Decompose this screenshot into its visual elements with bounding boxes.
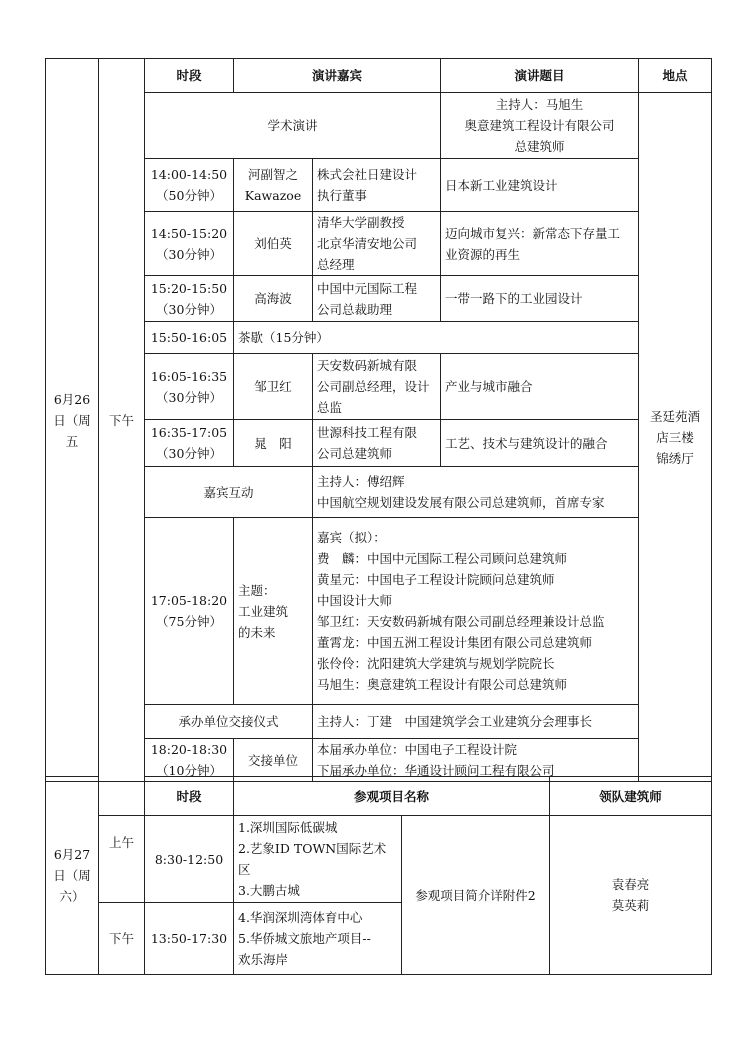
interaction-host: 主持人：傅绍辉 中国航空规划建设发展有限公司总建筑师，首席专家	[313, 467, 639, 518]
talk-speaker: 晁 阳	[234, 420, 313, 467]
talk-speaker: 刘伯英	[234, 212, 313, 276]
forum-time: 17:05-18:20 （75分钟）	[145, 518, 234, 705]
forum-guests: 嘉宾（拟）： 费 麟：中国中元国际工程公司顾问总建筑师 黄星元：中国电子工程设计院顾问总建筑师 中国设计大师 邹卫红：天安数码新城有限公司副总经理兼设计总监 董霄龙：中国五洲工程设计集团有限公司总建筑师 张伶伶：沈阳建筑大学建筑与规划学院院长 马旭生：奥意建筑工程设计有限公司总建筑师	[313, 518, 639, 705]
forum-theme: 主题： 工业建筑 的未来	[234, 518, 313, 705]
day1-date: 6月26 日（周 五	[46, 59, 99, 782]
day1-period: 下午	[99, 59, 145, 782]
day2-visit-table	[45, 776, 712, 975]
day2-am-period: 上午	[99, 816, 145, 903]
tea-break-label: 茶歇（15分钟）	[234, 322, 639, 354]
header-project: 参观项目名称	[234, 777, 550, 816]
talk-speaker: 河副智之 Kawazoe	[234, 159, 313, 212]
talk-org: 天安数码新城有限 公司副总经理，设计 总监	[313, 354, 441, 420]
talk-time: 15:20-15:50 （30分钟）	[145, 276, 234, 322]
visit-leaders: 袁春亮 莫英莉	[550, 816, 712, 975]
academic-label: 学术演讲	[145, 93, 441, 159]
handover-label: 承办单位交接仪式	[145, 705, 313, 739]
tea-break-time: 15:50-16:05	[145, 322, 234, 354]
day1-venue: 圣廷苑酒 店三楼 锦绣厅	[639, 93, 712, 782]
header-topic: 演讲题目	[441, 59, 639, 93]
day2-pm-projects: 4.华润深圳湾体育中心 5.华侨城文旅地产项目-- 欢乐海岸	[234, 903, 402, 975]
handover-time: 18:20-18:30 （10分钟）	[145, 739, 234, 782]
talk-speaker: 邹卫红	[234, 354, 313, 420]
academic-host: 主持人：马旭生 奥意建筑工程设计有限公司 总建筑师	[441, 93, 639, 159]
day2-date: 6月27 日（周 六）	[46, 777, 99, 975]
day2-am-time: 8:30-12:50	[145, 816, 234, 903]
talk-topic: 日本新工业建筑设计	[441, 159, 639, 212]
talk-org: 世源科技工程有限 公司总建筑师	[313, 420, 441, 467]
talk-topic: 产业与城市融合	[441, 354, 639, 420]
talk-topic: 一带一路下的工业园设计	[441, 276, 639, 322]
day2-am-projects: 1.深圳国际低碳城 2.艺象ID TOWN国际艺术区 3.大鹏古城	[234, 816, 402, 903]
handover-detail: 本届承办单位：中国电子工程设计院 下届承办单位：华通设计顾问工程有限公司	[313, 739, 639, 782]
day2-pm-time: 13:50-17:30	[145, 903, 234, 975]
interaction-label: 嘉宾互动	[145, 467, 313, 518]
handover-sub: 交接单位	[234, 739, 313, 782]
talk-org: 中国中元国际工程 公司总裁助理	[313, 276, 441, 322]
talk-topic: 工艺、技术与建筑设计的融合	[441, 420, 639, 467]
header-time: 时段	[145, 777, 234, 816]
talk-topic: 迈向城市复兴：新常态下存量工 业资源的再生	[441, 212, 639, 276]
talk-time: 16:35-17:05 （30分钟）	[145, 420, 234, 467]
header-venue: 地点	[639, 59, 712, 93]
talk-org: 清华大学副教授 北京华清安地公司 总经理	[313, 212, 441, 276]
talk-time: 14:50-15:20 （30分钟）	[145, 212, 234, 276]
header-leader: 领队建筑师	[550, 777, 712, 816]
visit-intro: 参观项目简介详附件2	[402, 816, 550, 975]
talk-time: 14:00-14:50 （50分钟）	[145, 159, 234, 212]
talk-speaker: 高海波	[234, 276, 313, 322]
day2-pm-period: 下午	[99, 903, 145, 975]
talk-org: 株式会社日建设计 执行董事	[313, 159, 441, 212]
header-speaker: 演讲嘉宾	[234, 59, 441, 93]
handover-host: 主持人：丁建 中国建筑学会工业建筑分会理事长	[313, 705, 639, 739]
header-time: 时段	[145, 59, 234, 93]
talk-time: 16:05-16:35 （30分钟）	[145, 354, 234, 420]
day1-schedule-table	[45, 58, 712, 782]
